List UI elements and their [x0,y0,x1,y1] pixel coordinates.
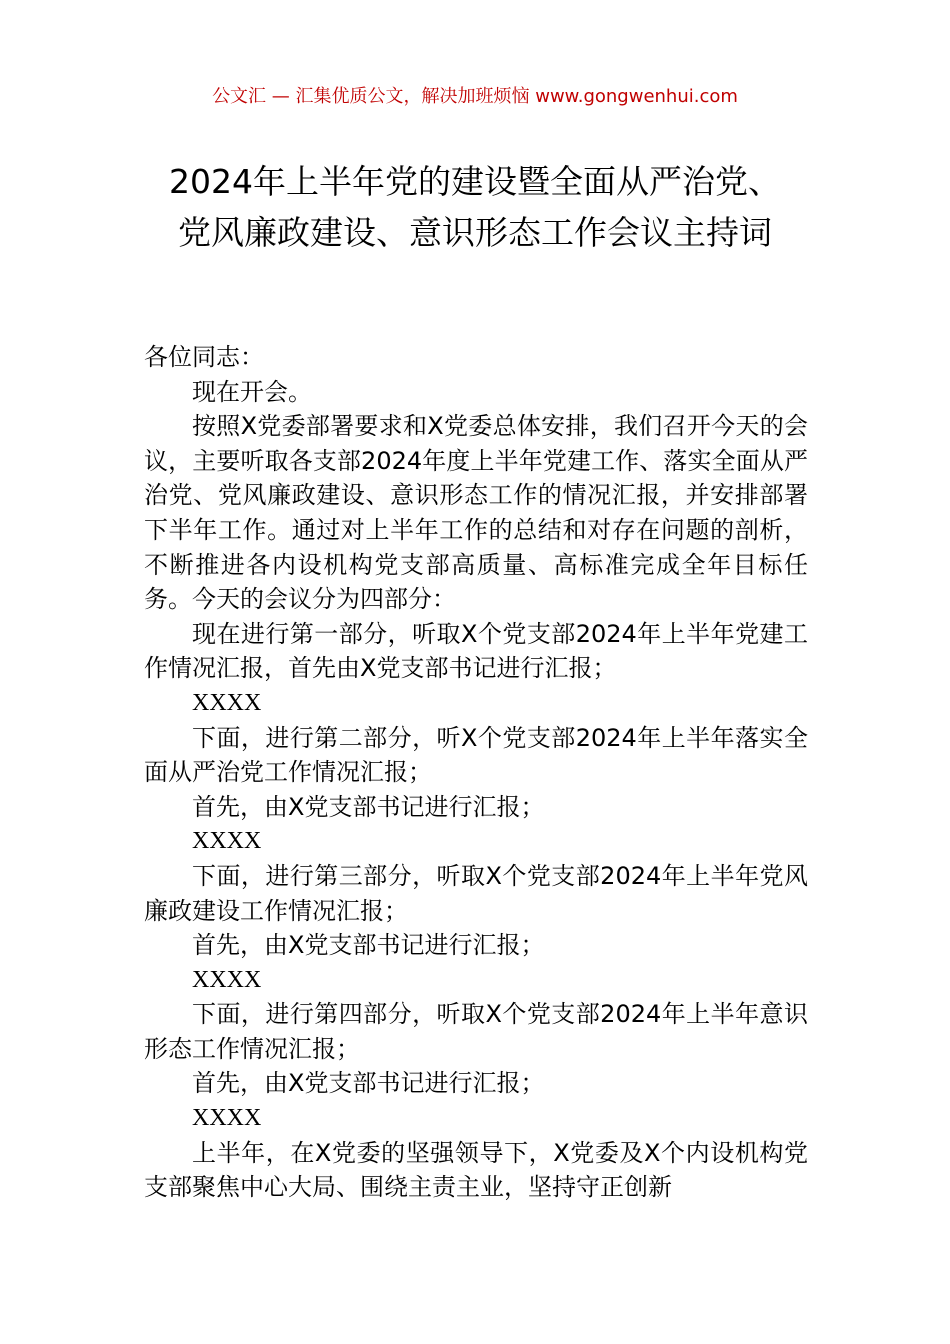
placeholder-xxxx: XXXX [192,689,262,716]
paragraph-part-4: 下面，进行第四部分，听取X个党支部2024年上半年意识形态工作情况汇报； [144,1000,808,1063]
header-banner: 公文汇 — 汇集优质公文，解决加班烦恼 www.gongwenhui.com [212,86,738,107]
paragraph-part-3: 下面，进行第三部分，听取X个党支部2024年上半年党风廉政建设工作情况汇报； [144,861,808,925]
paragraph-report-first: 首先，由X党支部书记进行汇报； [192,1069,545,1098]
document-title [100,156,850,258]
paragraph-part-2: 下面，进行第二部分，听X个党支部2024年上半年落实全面从严治党工作情况汇报； [144,723,808,787]
placeholder-xxxx: XXXX [192,828,262,855]
salutation: 各位同志： [144,343,264,371]
paragraph-opening: 现在开会。 [192,377,312,406]
title-line-1: 2024年上半年党的建设暨全面从严治党、 [169,162,781,201]
paragraph-report-first: 首先，由X党支部书记进行汇报； [192,792,545,821]
document-body [144,340,808,1205]
paragraph-intro: 按照X党委部署要求和X党委总体安排，我们召开今天的会议，主要听取各支部2024年度上半年党建工作、落实全面从严治党、党风廉政建设、意识形态工作的情况汇报，并安排部署下半年工作。通过对上半年工作的总结和对存在问题的剖析，不断推进各内设机构党支部高质量、高标准完成全年目标任务。今天的会议分为四部分： [144,412,808,614]
paragraph-summary: 上半年，在X党委的坚强领导下，X党委及X个内设机构党支部聚焦中心大局、围绕主责主业，坚持守正创新 [144,1138,808,1202]
paragraph-report-first: 首先，由X党支部书记进行汇报； [192,931,545,960]
paragraph-part-1: 现在进行第一部分，听取X个党支部2024年上半年党建工作情况汇报，首先由X党支部书记进行汇报； [144,619,808,683]
placeholder-xxxx: XXXX [192,1105,262,1132]
title-line-2: 党风廉政建设、意识形态工作会议主持词 [178,213,772,252]
placeholder-xxxx: XXXX [192,966,262,993]
